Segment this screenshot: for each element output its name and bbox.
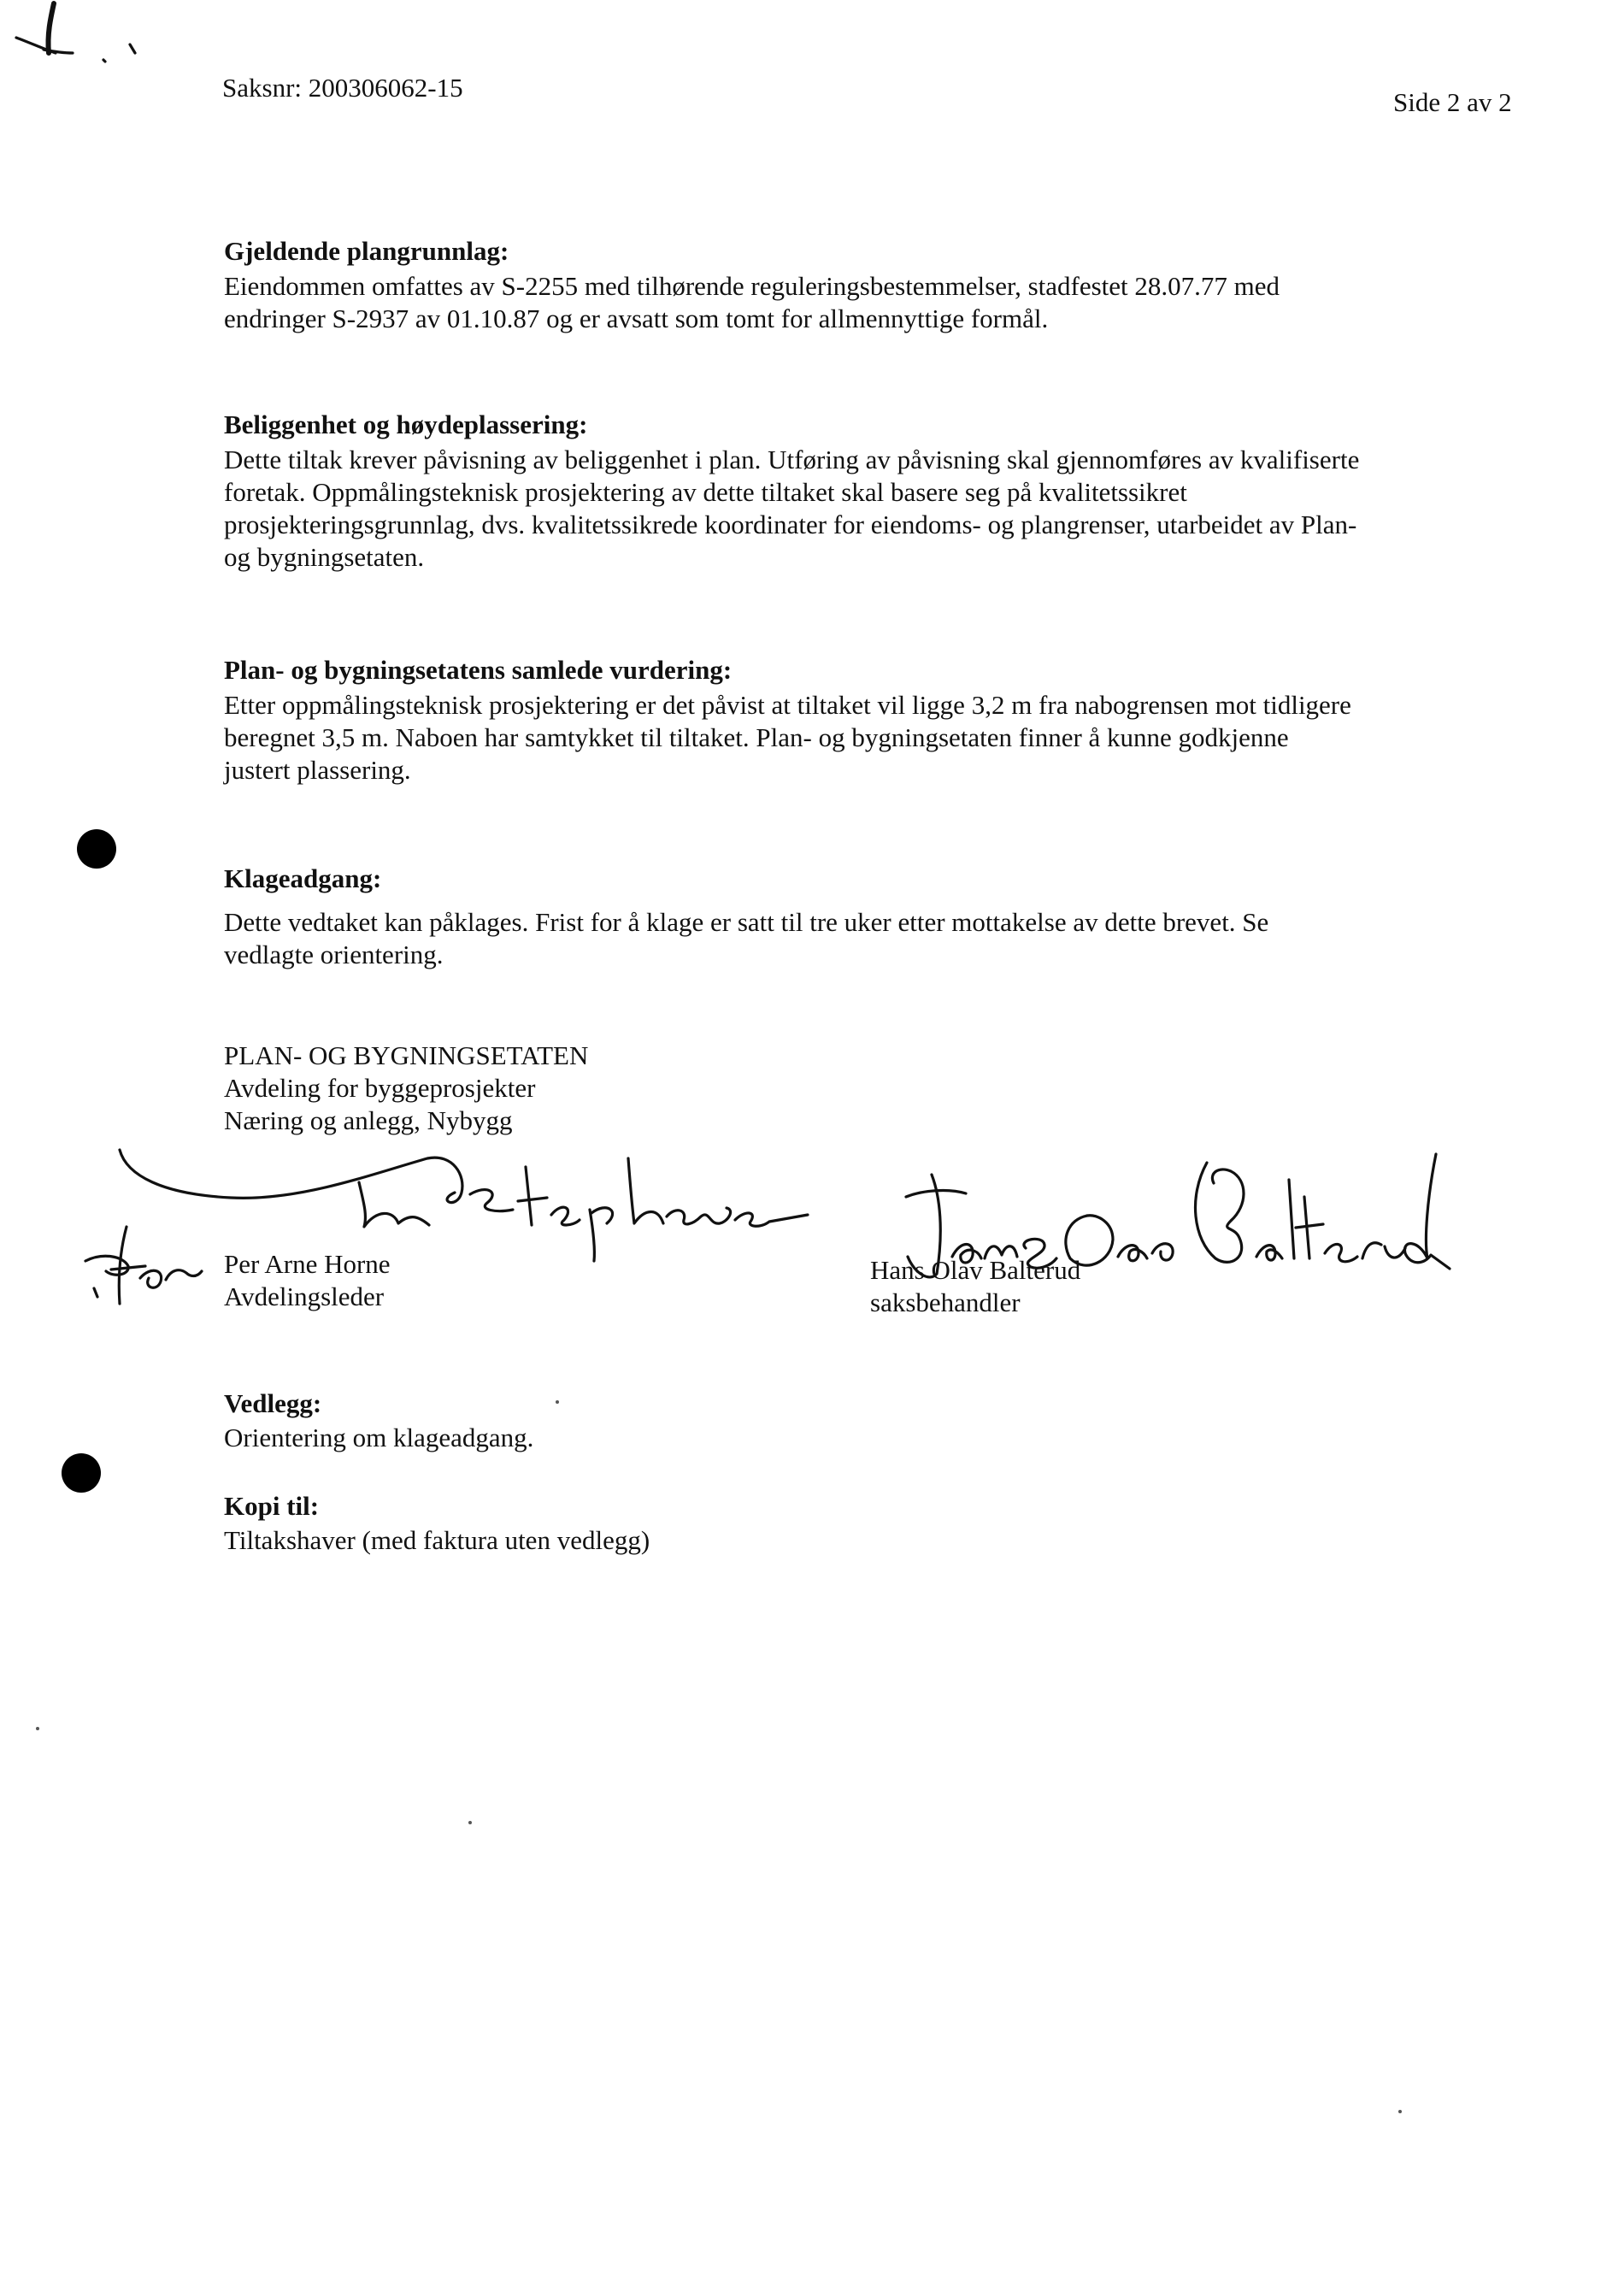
text-line: vedlagte orientering. [224, 940, 444, 969]
section-heading-location: Beliggenhet og høydeplassering: [224, 409, 588, 439]
section-heading-assessment: Plan- og bygningsetatens samlede vurdering: [224, 655, 733, 685]
section-body-plan-basis [224, 270, 1280, 335]
signature-left [111, 1141, 812, 1270]
punch-hole [77, 829, 116, 869]
sender-block [224, 1040, 588, 1137]
punch-hole [62, 1453, 101, 1493]
signatory-right [870, 1254, 1080, 1319]
signatory-left [224, 1248, 391, 1313]
signatory-right-title: saksbehandler [870, 1287, 1021, 1317]
scan-speck [1398, 2110, 1402, 2113]
scan-speck [556, 1400, 559, 1404]
text-line: endringer S-2937 av 01.10.87 og er avsatt som tomt for allmennyttige formål. [224, 303, 1049, 333]
sender-org: PLAN- OG BYGNINGSETATEN [224, 1040, 589, 1070]
signatory-right-name: Hans Olav Balterud [870, 1255, 1081, 1285]
signatory-left-name: Per Arne Horne [224, 1249, 391, 1279]
text-line: justert plassering. [224, 755, 411, 785]
scan-speck [468, 1821, 472, 1824]
section-body-location [224, 444, 1359, 574]
section-body-assessment [224, 689, 1351, 786]
section-heading-appeal: Klageadgang: [224, 863, 382, 893]
section-heading-plan-basis: Gjeldende plangrunnlag: [224, 236, 509, 266]
scan-speck [36, 1727, 39, 1730]
page-indicator: Side 2 av 2 [1393, 87, 1512, 117]
text-line: foretak. Oppmålingsteknisk prosjektering av dette tiltaket skal basere seg på kvalitetssikret [224, 477, 1187, 507]
sender-section: Næring og anlegg, Nybygg [224, 1105, 513, 1135]
case-number: Saksnr: 200306062-15 [222, 73, 463, 103]
signatory-left-title: Avdelingsleder [224, 1281, 385, 1311]
signature-for-mark [77, 1218, 205, 1312]
text-line: beregnet 3,5 m. Naboen har samtykket til tiltaket. Plan- og bygningsetaten finner å kunne godkjenne [224, 722, 1289, 752]
copy-to-heading: Kopi til: [224, 1491, 320, 1521]
attachments-item: Orientering om klageadgang. [224, 1423, 534, 1452]
text-line: Dette vedtaket kan påklages. Frist for å klage er satt til tre uker etter mottakelse av dette brevet. Se [224, 907, 1269, 937]
section-body-appeal [224, 906, 1268, 971]
scan-mark [4, 0, 150, 64]
text-line: prosjekteringsgrunnlag, dvs. kvalitetssikrede koordinater for eiendoms- og plangrenser, utarbeidet av Plan- [224, 510, 1357, 539]
copy-to-item: Tiltakshaver (med faktura uten vedlegg) [224, 1525, 650, 1555]
text-line: Etter oppmålingsteknisk prosjektering er det påvist at tiltaket vil ligge 3,2 m fra nabogrensen mot tidligere [224, 690, 1351, 720]
text-line: Eiendommen omfattes av S-2255 med tilhørende reguleringsbestemmelser, stadfestet 28.07.77 med [224, 271, 1280, 301]
sender-department: Avdeling for byggeprosjekter [224, 1073, 536, 1103]
text-line: Dette tiltak krever påvisning av beliggenhet i plan. Utføring av påvisning skal gjennomføres av kvalifiserte [224, 445, 1360, 474]
attachments-heading: Vedlegg: [224, 1388, 322, 1418]
text-line: og bygningsetaten. [224, 542, 425, 572]
